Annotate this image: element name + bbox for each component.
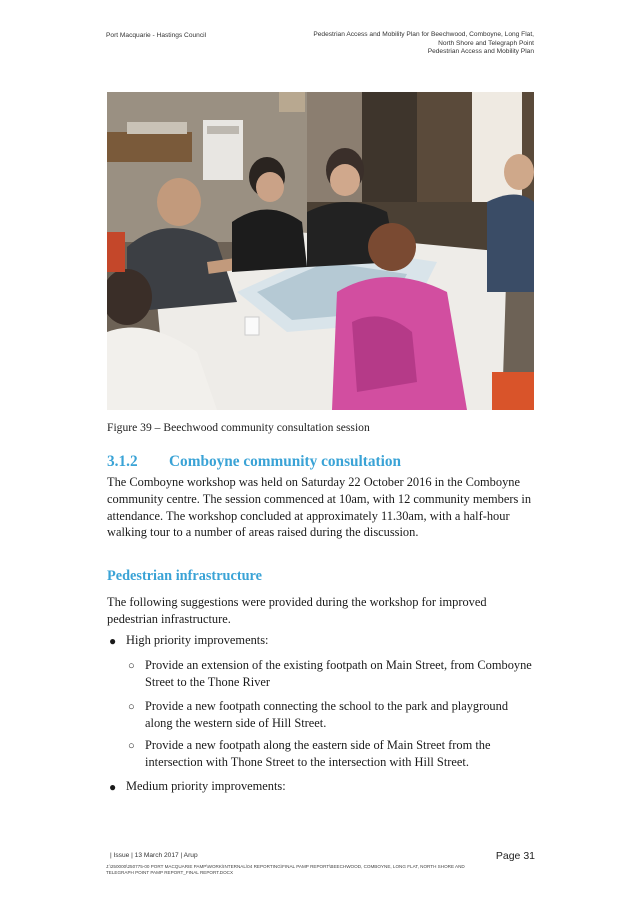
section-heading: Comboyne community consultation (169, 453, 402, 470)
footer-path-line-2: TELEGRAPH POINT PAMP REPORT_FINAL REPORT.DOCX (106, 869, 234, 875)
sub-bullet-marker: ○ (128, 701, 135, 713)
bullet-high-priority: High priority improvements: (126, 633, 269, 647)
sub-bullet-marker: ○ (128, 740, 135, 752)
high-priority-item: Provide a new footpath connecting the school to the park and playground along the western side of Hill Street. (145, 699, 509, 730)
sub-bullet-marker: ○ (128, 660, 135, 672)
high-priority-item: Provide a new footpath along the eastern side of Main Street from the intersection with Thone Street to the intersection with Hill Street. (145, 738, 491, 769)
header-title-line-1: Pedestrian Access and Mobility Plan for Beechwood, Comboyne, Long Flat, (313, 31, 534, 38)
bullet-marker: ● (109, 780, 117, 794)
header-title-line-2: North Shore and Telegraph Point (438, 39, 534, 47)
subsection-paragraph: The following suggestions were provided during the workshop for improved pedestrian infrastructure. (107, 595, 487, 626)
section-paragraph: The Comboyne workshop was held on Saturday 22 October 2016 in the Comboyne community centre. The session commenced at 10am, with 12 community members in attendance. The workshop concluded at approximately 11.30am, with a half-hour walking tour to a number of areas raised during the discussion. (107, 475, 532, 540)
footer-issue-info: | Issue | 13 March 2017 | Arup (110, 852, 198, 859)
page-number: Page 31 (495, 850, 535, 862)
consultation-photo (107, 92, 534, 410)
footer-file-path (106, 864, 466, 875)
section-number: 3.1.2 (107, 453, 138, 470)
figure-caption: Figure 39 – Beechwood community consultation session (107, 421, 370, 434)
header-council-name: Port Macquarie - Hastings Council (106, 32, 207, 39)
bullet-marker: ● (109, 634, 117, 648)
header-document-title (274, 31, 534, 57)
subsection-heading: Pedestrian infrastructure (107, 568, 262, 584)
header-title-line-3: Pedestrian Access and Mobility Plan (427, 48, 534, 56)
bullet-medium-priority: Medium priority improvements: (126, 779, 286, 793)
footer-path-line-1: J:\250000\250775-00 PORT MACQUARIE PAMP\WORK\INTERNAL\04 REPORTING\FINAL PAMP REPORT\BEECHWOOD, COMBOYNE, LONG FLAT, NORTH SHORE AND (106, 864, 465, 869)
high-priority-item: Provide an extension of the existing footpath on Main Street, from Comboyne Street to the Thone River (145, 658, 532, 689)
